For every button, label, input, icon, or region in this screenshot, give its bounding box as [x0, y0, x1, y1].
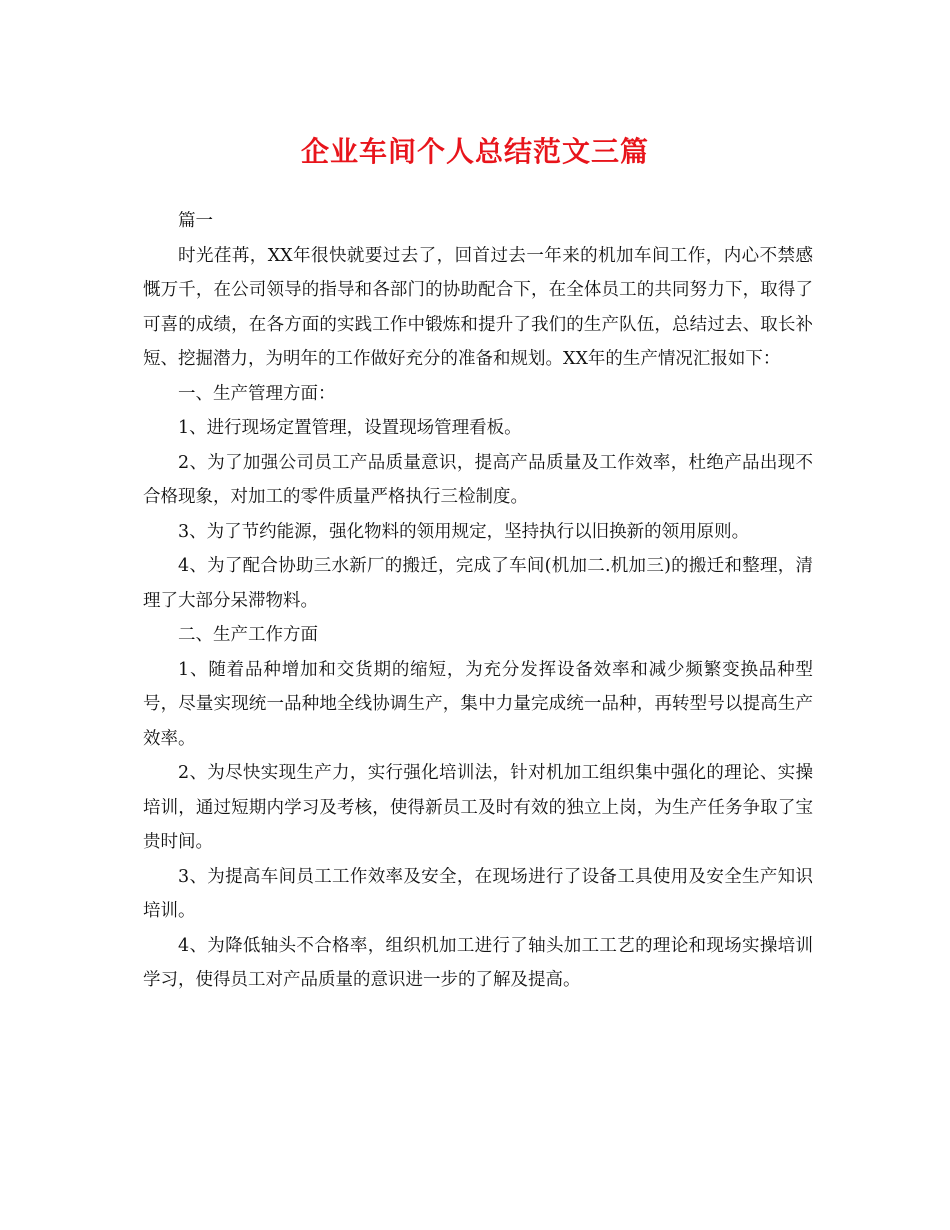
intro-paragraph: 时光荏苒，XX年很快就要过去了，回首过去一年来的机加车间工作，内心不禁感慨万千，在公司领导的指导和各部门的协助配合下，在全体员工的共同努力下，取得了可喜的成绩，在各方面的实践工作中锻炼和提升了我们的生产队伍，总结过去、取长补短、挖掘潜力，为明年的工作做好充分的准备和规划。XX年的生产情况汇报如下： — [143, 245, 813, 369]
list-item: 2、为了加强公司员工产品质量意识，提高产品质量及工作效率，杜绝产品出现不合格现象，对加工的零件质量严格执行三检制度。 — [143, 452, 813, 507]
list-item: 3、为了节约能源，强化物料的领用规定，坚持执行以旧换新的领用原则。 — [178, 521, 750, 542]
document-title: 企业车间个人总结范文三篇 — [300, 135, 649, 168]
list-item: 4、为降低轴头不合格率，组织机加工进行了轴头加工工艺的理论和现场实操培训学习，使得员工对产品质量的意识进一步的了解及提高。 — [143, 935, 813, 990]
list-item: 2、为尽快实现生产力，实行强化培训法，针对机加工组织集中强化的理论、实操培训，通过短期内学习及考核，使得新员工及时有效的独立上岗，为生产任务争取了宝贵时间。 — [143, 763, 813, 852]
list-item: 1、进行现场定置管理，设置现场管理看板。 — [178, 418, 522, 438]
list-item: 1、随着品种增加和交货期的缩短，为充分发挥设备效率和减少频繁变换品种型号，尽量实现统一品种地全线协调生产，集中力量完成统一品种，再转型号以提高生产效率。 — [143, 659, 813, 749]
section-heading-production-work: 二、生产工作方面 — [178, 625, 318, 645]
list-item: 4、为了配合协助三水新厂的搬迁，完成了车间(机加二.机加三)的搬迁和整理，清理了大部分呆滞物料。 — [143, 556, 813, 611]
document-body — [143, 204, 813, 998]
section-heading-part-one: 篇一 — [178, 211, 213, 231]
section-heading-production-management: 一、生产管理方面： — [178, 383, 336, 404]
list-item: 3、为提高车间员工工作效率及安全，在现场进行了设备工具使用及安全生产知识培训。 — [143, 866, 813, 921]
